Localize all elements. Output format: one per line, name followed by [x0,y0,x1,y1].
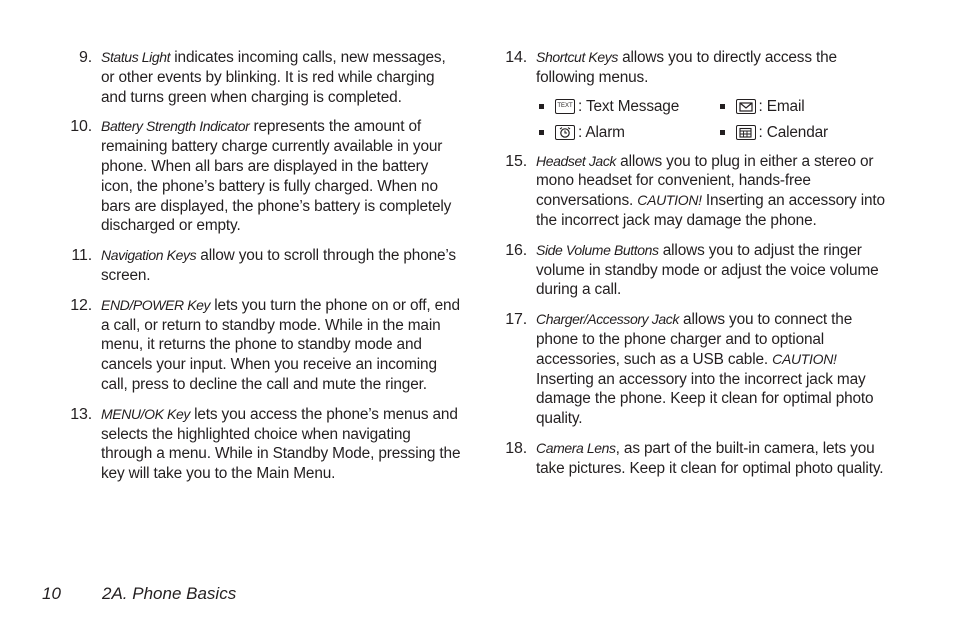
item-description: allows you to connect the phone to the phone charger and to optional accessories, such as a USB cable. [536,311,853,368]
bullet [539,130,544,135]
item-term: Navigation Keys [101,247,197,264]
list-item [62,296,462,395]
page-footer [42,584,236,604]
item-description: allows you to adjust the ringer volume in standby mode or adjust the voice volume during a call. [536,241,879,299]
list-item [497,152,897,231]
item-number: 17. [505,311,527,329]
shortcut-calendar [717,123,898,143]
item-term: Camera Lens [536,439,616,456]
list-item [62,48,462,107]
list-item [497,241,897,300]
item-term: Status Light [101,49,171,65]
list-item [497,310,897,429]
item-number: 12. [70,296,92,314]
list-item [62,117,462,236]
item-term: Shortcut Keys [536,49,618,65]
shortcut-list [536,94,897,146]
list-item [497,48,897,146]
item-term: Headset Jack [536,152,617,169]
bullet [720,130,725,135]
item-description-cont: Inserting an accessory into the incorrect jack may damage the phone. Keep it clean for optimal photo quality. [536,370,874,428]
item-number: 13. [70,405,92,423]
item-description: allows you to directly access the following menus. [536,49,837,86]
calendar-key-icon [736,125,756,140]
item-number: 18. [505,439,527,457]
shortcut-row [536,94,897,120]
item-term: END/POWER Key [101,296,211,313]
caution-label: CAUTION! [637,192,702,209]
bullet [539,104,544,109]
shortcut-alarm [536,123,717,143]
list-item [497,439,897,479]
list-item [62,246,462,286]
section-title: 2A. Phone Basics [102,584,237,603]
item-number: 16. [505,241,527,259]
bullet [720,104,725,109]
alarm-key-icon [555,125,575,140]
text-key-icon: TEXT [555,99,575,114]
item-description-cont: Inserting an accessory into the incorrect jack may damage the phone. [536,192,885,229]
item-term: Charger/Accessory Jack [536,311,679,328]
item-number: 14. [505,49,527,66]
email-key-icon [736,99,756,114]
item-description: indicates incoming calls, new messages, or other events by blinking. It is red while charging and turns green when charging is completed. [101,49,446,106]
item-term: Battery Strength Indicator [101,118,250,135]
shortcut-row [536,120,897,146]
shortcut-label: : Calendar [758,123,829,141]
right-column [497,48,897,489]
shortcut-text-message [536,97,717,117]
shortcut-label: : Alarm [578,123,625,141]
item-number: 9. [78,49,92,66]
item-number: 15. [505,152,527,170]
item-number: 10. [70,118,92,136]
item-description: allow you to scroll through the phone’s screen. [101,247,456,284]
item-term: Side Volume Buttons [536,241,659,258]
caution-label: CAUTION! [772,350,837,367]
left-column [62,48,462,494]
shortcut-label: : Text Message [578,97,680,115]
item-description: , as part of the built-in camera, lets you take pictures. Keep it clean for optimal photo quality. [536,439,884,477]
item-description: allows you to plug in either a stereo or mono headset for convenient, hands-free conversations. [536,152,874,210]
shortcut-email [717,97,898,117]
page-number: 10 [42,584,61,603]
item-term: MENU/OK Key [101,405,190,422]
shortcut-label: : Email [758,97,805,115]
list-item [62,405,462,484]
item-description: lets you turn the phone on or off, end a call, or return to standby mode. While in the main menu, it returns the phone to standby mode and cancels your input. When you receive an incoming call, press to decline the call and mute the ringer. [101,296,460,393]
item-description: represents the amount of remaining battery charge currently available in your phone. When all bars are displayed in the battery icon, the phone’s battery is fully charged. When no bars are displayed, the phone’s battery is completely discharged or empty. [101,118,452,235]
item-number: 11. [71,247,92,265]
item-description: lets you access the phone’s menus and selects the highlighted choice when navigating through a menu. While in Standby Mode, pressing the key will take you to the Main Menu. [101,405,461,483]
